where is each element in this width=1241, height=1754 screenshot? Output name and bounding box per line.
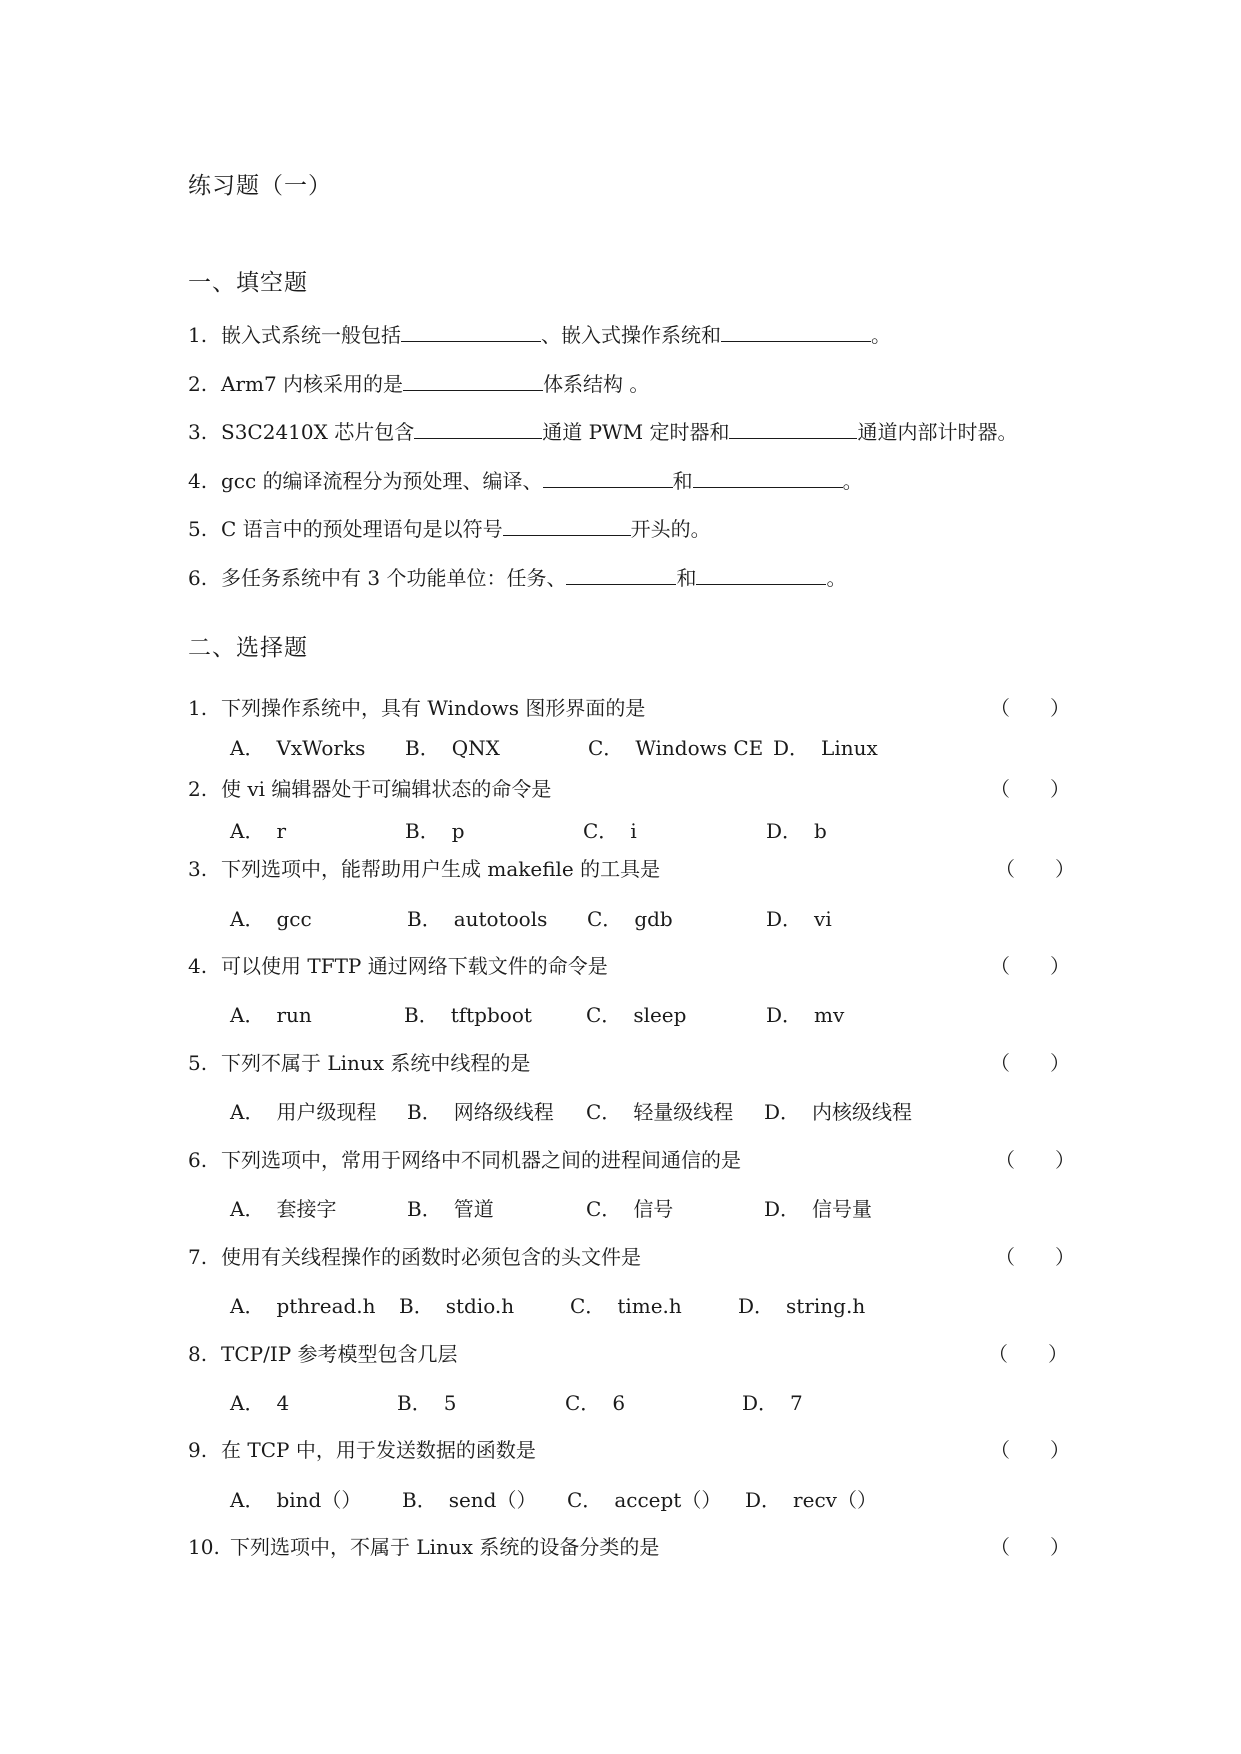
- question-text: 使 vi 编辑器处于可编辑状态的命令是: [221, 777, 552, 801]
- item-number: 9.: [188, 1438, 208, 1462]
- answer-blank[interactable]: [693, 469, 843, 488]
- question-text: 下列选项中，常用于网络中不同机器之间的进程间通信的是: [221, 1148, 741, 1172]
- choice-question-4: [188, 953, 608, 979]
- question-text: 下列选项中，能帮助用户生成 makefile 的工具是: [221, 857, 661, 881]
- answer-paren-left: （: [990, 777, 1010, 801]
- option-b[interactable]: B． 5: [397, 1391, 457, 1415]
- fill-text: 。: [871, 323, 891, 347]
- option-d[interactable]: D． mv: [766, 1003, 845, 1027]
- item-number: 6.: [188, 1148, 208, 1172]
- option-c[interactable]: C． i: [583, 819, 637, 843]
- option-b[interactable]: B． 管道: [407, 1197, 494, 1221]
- answer-paren-left: （: [988, 1342, 1008, 1366]
- answer-blank[interactable]: [729, 420, 857, 439]
- question-text: 下列操作系统中，具有 Windows 图形界面的是: [221, 696, 646, 720]
- option-d[interactable]: D． Linux: [773, 736, 878, 760]
- option-b[interactable]: B． 网络级线程: [407, 1100, 554, 1124]
- fill-text: 体系结构 。: [543, 372, 650, 396]
- option-c[interactable]: C． time.h: [570, 1294, 682, 1318]
- option-a[interactable]: A． r: [230, 819, 287, 843]
- choice-question-5: [188, 1050, 530, 1076]
- option-a[interactable]: A． pthread.h: [230, 1294, 376, 1318]
- fill-item-4: [188, 468, 863, 494]
- fill-text: 通道 PWM 定时器和: [542, 420, 730, 444]
- option-c[interactable]: C． Windows CE: [588, 736, 764, 760]
- item-number: 3.: [188, 420, 208, 444]
- option-d[interactable]: D． 7: [742, 1391, 803, 1415]
- fill-item-1: [188, 322, 891, 348]
- fill-text: S3C2410X 芯片包含: [221, 420, 415, 444]
- option-d[interactable]: D． string.h: [738, 1294, 866, 1318]
- option-c[interactable]: C． sleep: [586, 1003, 687, 1027]
- option-c[interactable]: C． 轻量级线程: [586, 1100, 734, 1124]
- item-number: 1.: [188, 696, 208, 720]
- section-heading-choice: 二、选择题: [188, 635, 308, 661]
- fill-text: 多任务系统中有 3 个功能单位：任务、: [221, 566, 567, 590]
- fill-text: 。: [826, 566, 847, 590]
- answer-paren-left: （: [990, 1438, 1010, 1462]
- option-a[interactable]: A． bind（）: [230, 1488, 362, 1512]
- answer-paren-right: ）: [1050, 696, 1070, 720]
- fill-item-2: [188, 371, 649, 397]
- option-b[interactable]: B． stdio.h: [399, 1294, 515, 1318]
- answer-blank[interactable]: [503, 517, 631, 536]
- fill-item-5: [188, 516, 711, 542]
- answer-paren-left: （: [990, 696, 1010, 720]
- item-number: 5.: [188, 1051, 208, 1075]
- answer-blank[interactable]: [566, 566, 676, 585]
- fill-text: 和: [676, 566, 697, 590]
- option-a[interactable]: A． 4: [230, 1391, 290, 1415]
- answer-blank[interactable]: [414, 420, 542, 439]
- fill-text: 和: [672, 469, 693, 493]
- fill-text: 。: [842, 469, 863, 493]
- item-number: 4.: [188, 469, 208, 493]
- fill-text: 通道内部计时器。: [857, 420, 1018, 444]
- item-number: 4.: [188, 954, 208, 978]
- answer-paren-left: （: [995, 1148, 1015, 1172]
- option-a[interactable]: A． VxWorks: [230, 736, 366, 760]
- answer-paren-right: ）: [1055, 1245, 1075, 1269]
- answer-blank[interactable]: [721, 323, 871, 342]
- option-a[interactable]: A． 套接字: [230, 1197, 337, 1221]
- choice-question-9: [188, 1437, 536, 1463]
- answer-paren-right: ）: [1050, 777, 1070, 801]
- fill-text: 开头的。: [630, 517, 711, 541]
- option-d[interactable]: D． 内核级线程: [764, 1100, 913, 1124]
- choice-question-6: [188, 1147, 741, 1173]
- option-b[interactable]: B． p: [405, 819, 465, 843]
- option-b[interactable]: B． send（）: [402, 1488, 537, 1512]
- choice-question-2: [188, 776, 551, 802]
- answer-paren-right: ）: [1050, 1051, 1070, 1075]
- question-text: 可以使用 TFTP 通过网络下载文件的命令是: [221, 954, 608, 978]
- answer-blank[interactable]: [401, 323, 541, 342]
- answer-paren-right: ）: [1048, 1342, 1068, 1366]
- option-a[interactable]: A． 用户级现程: [230, 1100, 377, 1124]
- option-b[interactable]: B． tftpboot: [404, 1003, 532, 1027]
- item-number: 1.: [188, 323, 208, 347]
- answer-paren-right: ）: [1055, 1148, 1075, 1172]
- option-c[interactable]: C． 6: [565, 1391, 626, 1415]
- option-a[interactable]: A． run: [230, 1003, 312, 1027]
- answer-blank[interactable]: [543, 469, 673, 488]
- option-d[interactable]: D． b: [766, 819, 827, 843]
- fill-text: 、嵌入式操作系统和: [541, 323, 721, 347]
- question-text: 下列选项中，不属于 Linux 系统的设备分类的是: [230, 1535, 660, 1559]
- item-number: 3.: [188, 857, 208, 881]
- choice-question-1: [188, 695, 645, 721]
- section-heading-fill: 一、填空题: [188, 270, 308, 296]
- fill-item-3: [188, 419, 1017, 445]
- page-title: 练习题（一）: [188, 173, 332, 199]
- answer-paren-left: （: [990, 1535, 1010, 1559]
- question-text: 在 TCP 中，用于发送数据的函数是: [221, 1438, 536, 1462]
- option-c[interactable]: C． accept（）: [567, 1488, 722, 1512]
- option-c[interactable]: C． gdb: [587, 907, 673, 931]
- fill-text: gcc 的编译流程分为预处理、编译、: [221, 469, 543, 493]
- option-d[interactable]: D． recv（）: [745, 1488, 877, 1512]
- answer-paren-right: ）: [1050, 1438, 1070, 1462]
- choice-question-10: [188, 1534, 659, 1560]
- answer-paren-right: ）: [1055, 857, 1075, 881]
- option-a[interactable]: A． gcc: [230, 907, 312, 931]
- item-number: 6.: [188, 566, 208, 590]
- option-b[interactable]: B． QNX: [405, 736, 500, 760]
- item-number: 7.: [188, 1245, 208, 1269]
- choice-question-8: [188, 1341, 458, 1367]
- answer-paren-right: ）: [1050, 954, 1070, 978]
- choice-question-3: [188, 856, 660, 882]
- fill-text: C 语言中的预处理语句是以符号: [221, 517, 503, 541]
- option-c[interactable]: C． 信号: [586, 1197, 674, 1221]
- answer-blank[interactable]: [403, 372, 543, 391]
- fill-text: Arm7 内核采用的是: [221, 372, 404, 396]
- item-number: 10.: [188, 1535, 220, 1559]
- answer-paren-right: ）: [1050, 1535, 1070, 1559]
- fill-text: 嵌入式系统一般包括: [221, 323, 401, 347]
- answer-blank[interactable]: [696, 566, 826, 585]
- fill-item-6: [188, 565, 846, 591]
- item-number: 8.: [188, 1342, 208, 1366]
- answer-paren-left: （: [995, 1245, 1015, 1269]
- question-text: 使用有关线程操作的函数时必须包含的头文件是: [221, 1245, 641, 1269]
- item-number: 5.: [188, 517, 208, 541]
- answer-paren-left: （: [995, 857, 1015, 881]
- question-text: 下列不属于 Linux 系统中线程的是: [221, 1051, 531, 1075]
- choice-question-7: [188, 1244, 641, 1270]
- item-number: 2.: [188, 372, 208, 396]
- question-text: TCP/IP 参考模型包含几层: [221, 1342, 458, 1366]
- option-b[interactable]: B． autotools: [407, 907, 548, 931]
- answer-paren-left: （: [990, 954, 1010, 978]
- option-d[interactable]: D． vi: [766, 907, 832, 931]
- option-d[interactable]: D． 信号量: [764, 1197, 873, 1221]
- item-number: 2.: [188, 777, 208, 801]
- answer-paren-left: （: [990, 1051, 1010, 1075]
